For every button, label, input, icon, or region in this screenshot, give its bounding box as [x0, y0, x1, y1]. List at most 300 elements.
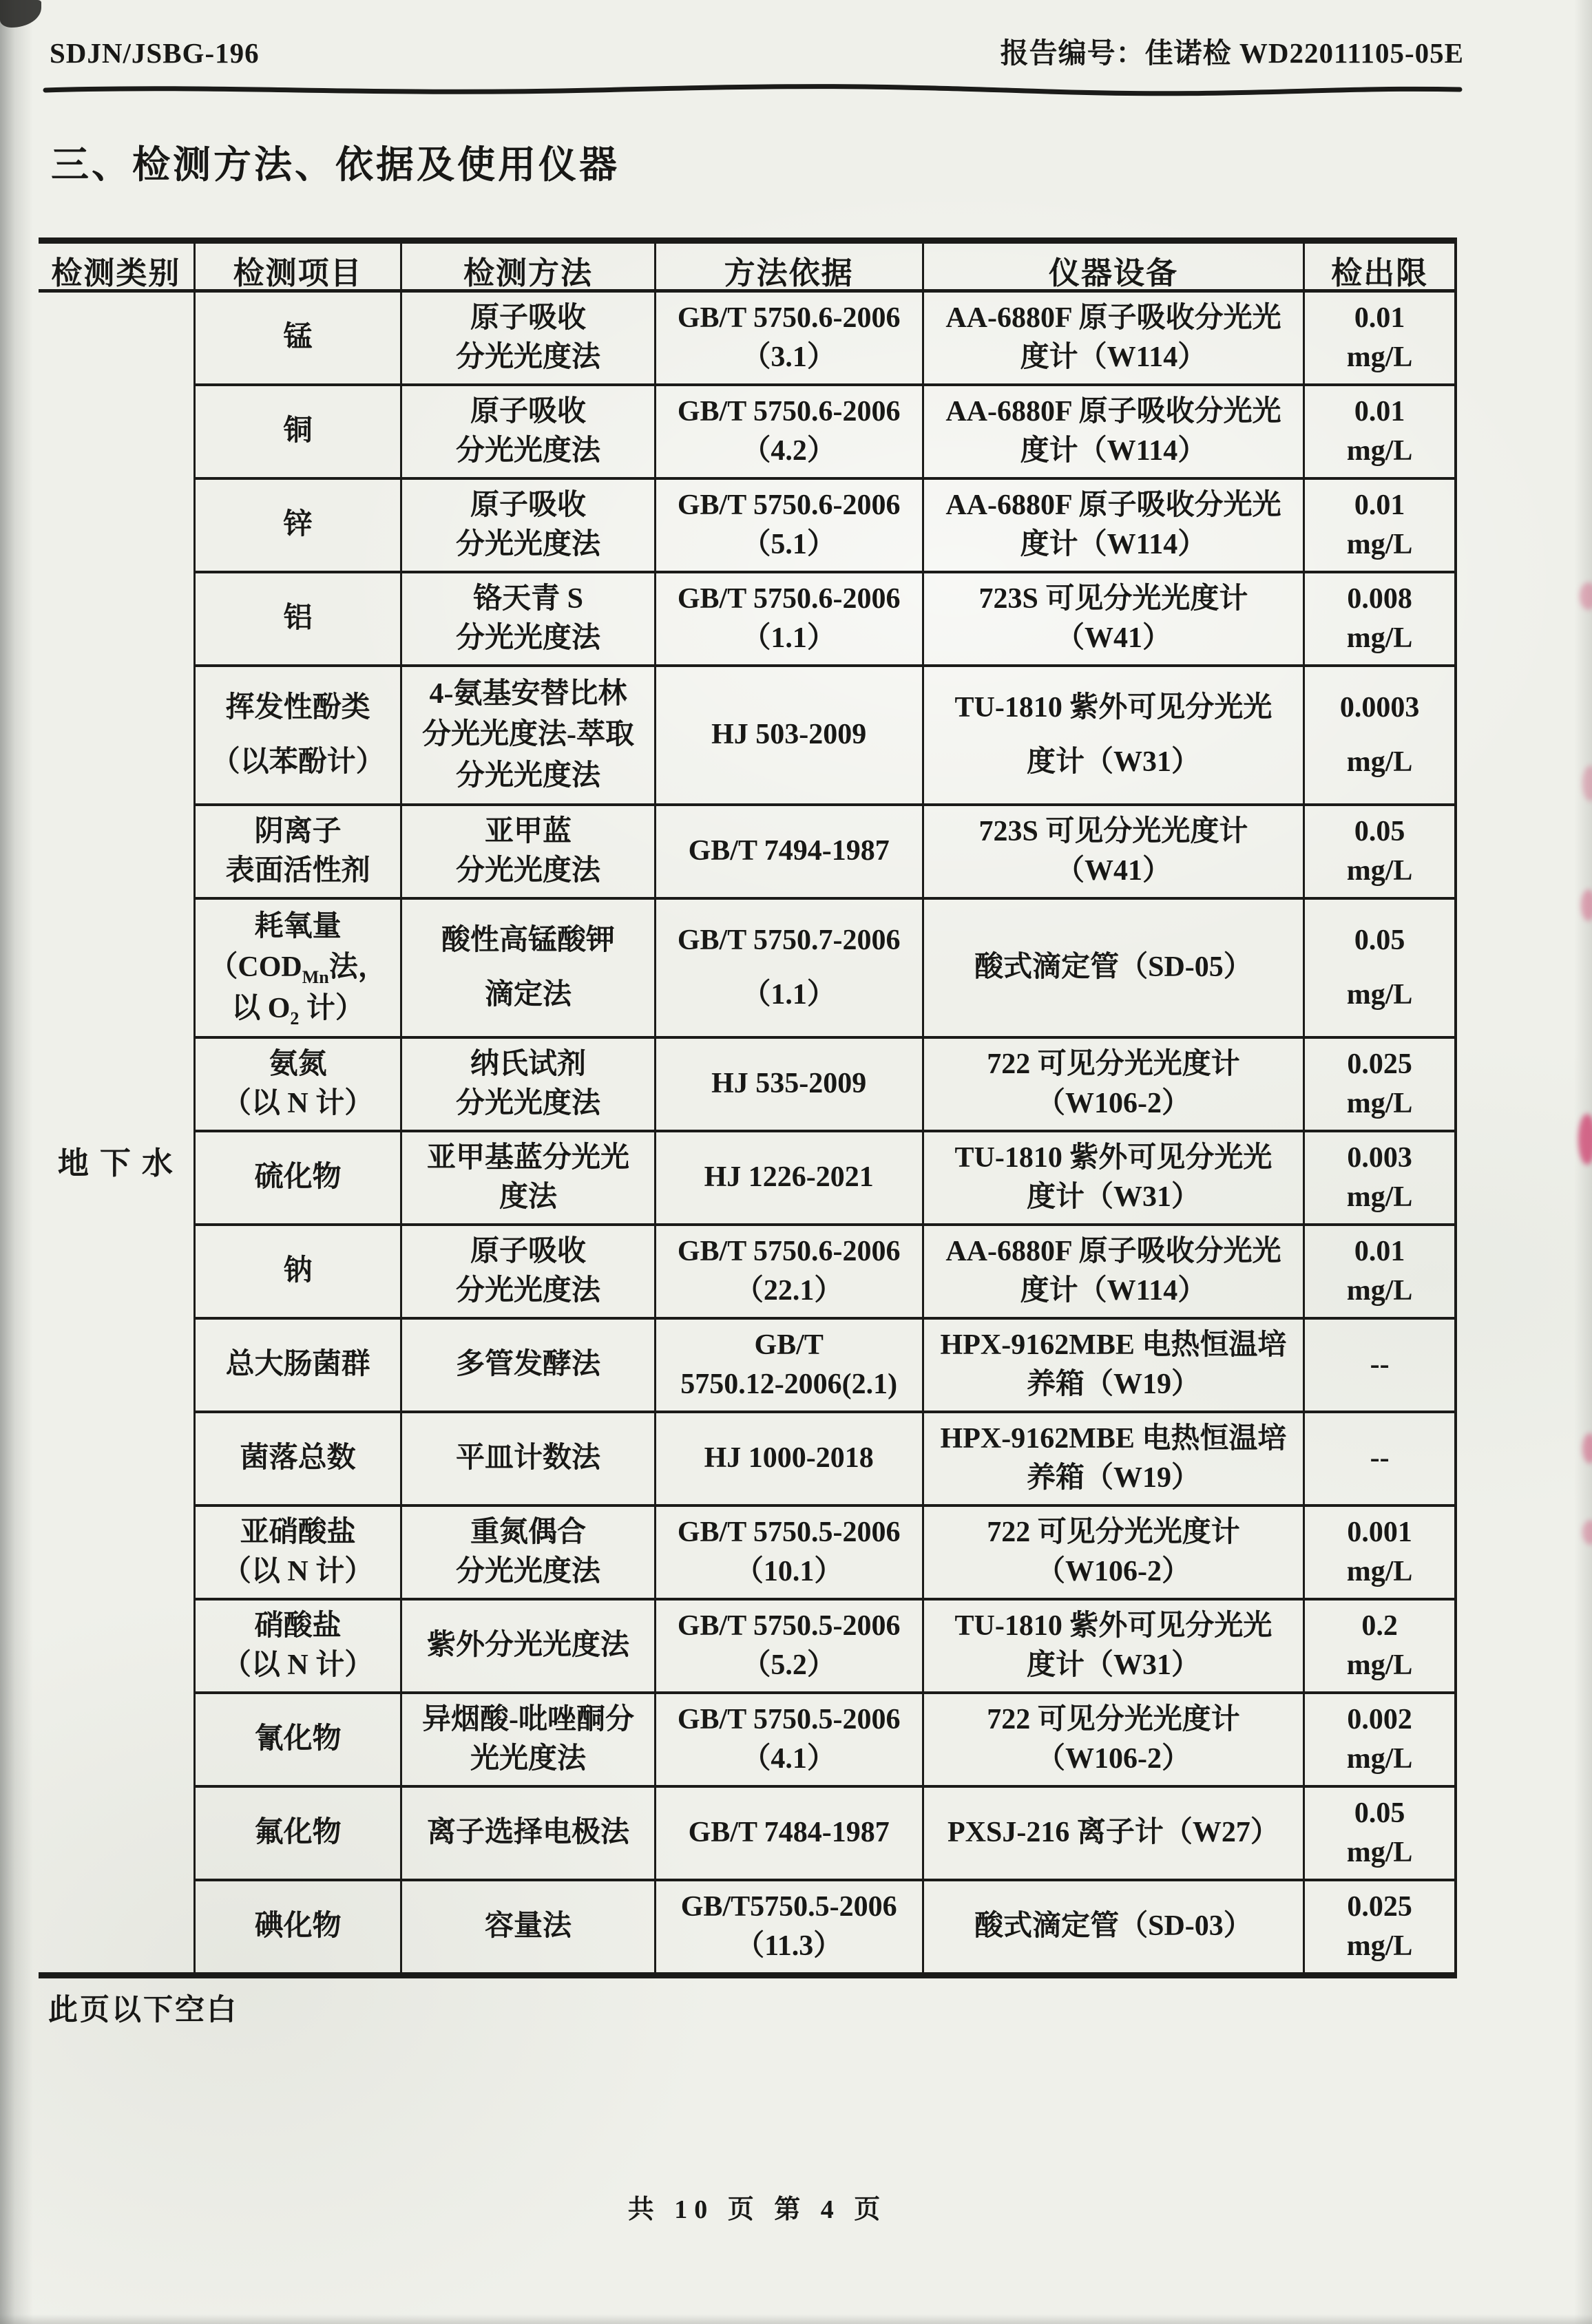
- cell-line: 分光光度法: [456, 1087, 601, 1119]
- method-cell: [401, 1693, 655, 1786]
- limit-cell-content: [1305, 1226, 1454, 1317]
- cell-line: 钠: [283, 1255, 313, 1287]
- table-row: [39, 1786, 1456, 1880]
- instrument-cell: [923, 1037, 1304, 1131]
- basis-cell: [655, 1506, 923, 1599]
- instrument-cell: [923, 1412, 1304, 1506]
- basis-cell: [655, 1880, 923, 1976]
- item-cell: [194, 572, 401, 666]
- instrument-cell: [923, 805, 1304, 898]
- item-cell: [194, 1693, 401, 1786]
- cell-line: mg/L: [1346, 622, 1413, 654]
- scan-edge-shadow-left: [0, 0, 33, 2324]
- limit-cell-content: [1305, 480, 1454, 571]
- cell-line: （22.1）: [734, 1274, 844, 1307]
- table-row: [39, 666, 1456, 805]
- cell-line: 锰: [283, 321, 313, 354]
- cell-line: 分光光度法: [456, 622, 601, 654]
- cell-line: 原子吸收: [470, 395, 587, 427]
- method-cell-content: [402, 806, 653, 897]
- method-cell: [401, 1131, 655, 1225]
- item-cell: [194, 1225, 401, 1318]
- basis-cell-content: [656, 573, 922, 664]
- instrument-cell: [923, 385, 1304, 478]
- running-header: [50, 30, 1464, 71]
- cell-line: mg/L: [1346, 978, 1413, 1011]
- method-cell-content: [402, 1039, 653, 1130]
- limit-cell: [1304, 385, 1456, 478]
- item-cell-content: [196, 1226, 400, 1317]
- limit-cell: [1304, 1599, 1456, 1693]
- cell-line: PXSJ-216 离子计（W27）: [947, 1817, 1279, 1849]
- basis-cell: [655, 291, 923, 385]
- cell-line: 分光光度法: [456, 341, 601, 373]
- item-cell: [194, 898, 401, 1037]
- method-cell: [401, 1318, 655, 1412]
- cell-line: 氨氮: [269, 1048, 327, 1080]
- cell-line: 722 可见分光光度计: [987, 1048, 1240, 1080]
- cell-line: 平皿计数法: [456, 1442, 601, 1475]
- method-cell-content: [402, 1694, 653, 1785]
- methods-table: [39, 237, 1457, 1978]
- item-cell: [194, 1599, 401, 1693]
- instrument-cell: [923, 666, 1304, 805]
- cell-line: 原子吸收: [470, 1235, 587, 1267]
- limit-cell: [1304, 805, 1456, 898]
- cell-line: （5.1）: [742, 528, 836, 560]
- limit-cell: [1304, 1506, 1456, 1599]
- basis-cell-content: [656, 1413, 922, 1504]
- cell-line: 紫外分光光度法: [427, 1629, 630, 1662]
- cell-line: 722 可见分光光度计: [987, 1516, 1240, 1548]
- method-cell-content: [402, 1132, 653, 1223]
- cell-line: （1.1）: [742, 622, 836, 654]
- limit-cell: [1304, 1880, 1456, 1976]
- method-cell: [401, 898, 655, 1037]
- cell-line: 光光度法: [470, 1742, 587, 1775]
- cell-line: 722 可见分光光度计: [987, 1703, 1240, 1735]
- method-cell: [401, 478, 655, 572]
- instrument-cell: [923, 1318, 1304, 1412]
- instrument-cell-content: [924, 1601, 1303, 1691]
- cell-line: （以苯酚计）: [211, 746, 385, 778]
- basis-cell-content: [656, 900, 922, 1036]
- instrument-cell-content: [924, 1320, 1303, 1411]
- basis-cell: [655, 1037, 923, 1131]
- instrument-cell-content: [924, 1507, 1303, 1598]
- cell-line: --: [1370, 1349, 1390, 1381]
- column-header-label: 检出限: [1331, 256, 1429, 290]
- table-row: [39, 1412, 1456, 1506]
- cell-line: （$COD_{Mn}$法，: [209, 951, 387, 988]
- column-header-label: 仪器设备: [1048, 256, 1178, 290]
- column-header-label: 检测类别: [51, 256, 181, 290]
- basis-cell: [655, 572, 923, 666]
- cell-line: 度计（W114）: [1020, 434, 1207, 467]
- cell-line: 度法: [499, 1181, 558, 1213]
- cell-line: --: [1370, 1442, 1390, 1475]
- report-number: 报告编号：佳诺检 WD22011105-05E: [1000, 37, 1464, 69]
- limit-cell-content: [1305, 1320, 1454, 1411]
- method-cell: [401, 805, 655, 898]
- limit-cell: [1304, 898, 1456, 1037]
- cell-line: GB/T 5750.6-2006: [677, 582, 901, 615]
- cell-line: 原子吸收: [470, 302, 587, 334]
- page-footer: 共 10 页 第 4 页: [627, 2195, 888, 2224]
- cell-line: 养箱（W19）: [1026, 1368, 1200, 1400]
- methods-table-body: [39, 291, 1456, 1976]
- cell-line: 0.01: [1354, 395, 1405, 427]
- cell-line: （W106-2）: [1036, 1555, 1191, 1587]
- column-header: [1304, 241, 1456, 291]
- instrument-cell-content: [924, 1694, 1303, 1785]
- methods-table-head: [39, 241, 1456, 291]
- method-cell-content: [402, 1788, 653, 1879]
- cell-line: （11.3）: [735, 1930, 843, 1962]
- cell-line: mg/L: [1346, 1274, 1413, 1307]
- cell-line: 氰化物: [254, 1723, 342, 1755]
- cell-line: 碘化物: [254, 1910, 342, 1943]
- cell-line: 0.0003: [1339, 691, 1420, 723]
- instrument-cell: [923, 291, 1304, 385]
- cell-line: 0.01: [1354, 1235, 1405, 1267]
- instrument-cell: [923, 1599, 1304, 1693]
- cell-line: mg/L: [1346, 1649, 1413, 1681]
- item-cell-content: [196, 1694, 400, 1785]
- instrument-cell-content: [924, 573, 1303, 664]
- cell-line: 度计（W31）: [1026, 746, 1200, 778]
- cell-line: 分光光度法: [456, 759, 601, 792]
- cell-line: 分光光度法: [456, 434, 601, 467]
- cell-line: mg/L: [1346, 1930, 1413, 1962]
- cell-line: 铜: [283, 415, 313, 447]
- cell-line: TU-1810 紫外可见分光光: [954, 691, 1272, 723]
- cell-line: GB/T 5750.6-2006: [677, 489, 901, 521]
- cell-line: AA-6880F 原子吸收分光光: [945, 1235, 1281, 1267]
- column-header-label: 检测项目: [233, 256, 363, 290]
- instrument-cell: [923, 1506, 1304, 1599]
- limit-cell: [1304, 1786, 1456, 1880]
- cell-line: 离子选择电极法: [427, 1817, 630, 1849]
- cell-line: 0.05: [1354, 1797, 1405, 1829]
- cell-line: （W41）: [1055, 622, 1171, 654]
- instrument-cell: [923, 572, 1304, 666]
- cell-line: （以 N 计）: [222, 1087, 374, 1119]
- cell-line: GB/T 5750.7-2006: [677, 924, 901, 956]
- cell-line: AA-6880F 原子吸收分光光: [945, 302, 1281, 334]
- table-row: [39, 1880, 1456, 1976]
- item-cell: [194, 1318, 401, 1412]
- instrument-cell-content: [924, 900, 1303, 1036]
- table-row: [39, 572, 1456, 666]
- item-cell-content: [196, 386, 400, 477]
- instrument-cell-content: [924, 1788, 1303, 1879]
- cell-line: （4.2）: [742, 434, 836, 467]
- column-header-label: 方法依据: [724, 256, 854, 290]
- cell-line: GB/T 5750.5-2006: [677, 1609, 901, 1642]
- cell-line: 0.2: [1361, 1609, 1398, 1642]
- instrument-cell-content: [924, 1039, 1303, 1130]
- cell-line: mg/L: [1346, 1836, 1413, 1868]
- item-cell-content: [196, 1881, 400, 1972]
- basis-cell-content: [656, 1788, 922, 1879]
- cell-line: GB/T 7494-1987: [688, 835, 890, 867]
- method-cell-content: [402, 1507, 653, 1598]
- cell-line: mg/L: [1346, 1181, 1413, 1213]
- doc-code: SDJN/JSBG-196: [50, 37, 260, 69]
- cell-line: mg/L: [1346, 341, 1413, 373]
- cell-line: 原子吸收: [470, 489, 587, 521]
- basis-cell-content: [656, 1320, 922, 1411]
- cell-line: 阴离子: [254, 815, 342, 847]
- basis-cell-content: [656, 1881, 922, 1972]
- limit-cell-content: [1305, 1788, 1454, 1879]
- cell-line: mg/L: [1346, 528, 1413, 560]
- cell-line: 0.01: [1354, 302, 1405, 334]
- cell-line: （4.1）: [742, 1742, 836, 1775]
- cell-line: （W106-2）: [1036, 1742, 1191, 1775]
- instrument-cell-content: [924, 806, 1303, 897]
- method-cell-content: [402, 480, 653, 571]
- cell-line: 度计（W114）: [1020, 528, 1207, 560]
- cell-line: 度计（W31）: [1026, 1649, 1200, 1681]
- cell-line: 0.002: [1347, 1703, 1412, 1735]
- method-cell: [401, 1786, 655, 1880]
- cell-line: 0.025: [1347, 1048, 1412, 1080]
- item-cell-content: [196, 480, 400, 571]
- instrument-cell: [923, 1225, 1304, 1318]
- cell-line: 0.01: [1354, 489, 1405, 521]
- method-cell-content: [402, 573, 653, 664]
- basis-cell-content: [656, 293, 922, 383]
- cell-line: mg/L: [1346, 746, 1413, 778]
- cell-line: 养箱（W19）: [1026, 1461, 1200, 1494]
- instrument-cell: [923, 1786, 1304, 1880]
- method-cell-content: [402, 667, 653, 803]
- cell-line: GB/T 5750.6-2006: [677, 302, 901, 334]
- cell-line: mg/L: [1346, 1742, 1413, 1775]
- basis-cell: [655, 385, 923, 478]
- cell-line: 723S 可见分光光度计: [978, 815, 1248, 847]
- method-cell: [401, 291, 655, 385]
- cell-line: HJ 535-2009: [711, 1068, 867, 1100]
- method-cell-content: [402, 1413, 653, 1504]
- cell-line: 菌落总数: [240, 1442, 356, 1475]
- column-header: [194, 241, 401, 291]
- cell-line: 分光光度法: [456, 1274, 601, 1307]
- limit-cell: [1304, 1131, 1456, 1225]
- table-row: [39, 1037, 1456, 1131]
- instrument-cell-content: [924, 1132, 1303, 1223]
- item-cell: [194, 1131, 401, 1225]
- cell-line: GB/T: [754, 1329, 824, 1361]
- table-row: [39, 478, 1456, 572]
- item-cell: [194, 478, 401, 572]
- instrument-cell: [923, 898, 1304, 1037]
- method-cell: [401, 1037, 655, 1131]
- cell-line: （10.1）: [734, 1555, 844, 1587]
- cell-line: HJ 1000-2018: [704, 1442, 874, 1475]
- method-cell: [401, 666, 655, 805]
- basis-cell: [655, 1693, 923, 1786]
- method-cell: [401, 1225, 655, 1318]
- method-cell-content: [402, 1601, 653, 1691]
- cell-line: （W41）: [1055, 854, 1171, 887]
- table-row: [39, 1318, 1456, 1412]
- cell-line: （W106-2）: [1036, 1087, 1191, 1119]
- blank-below-note: 此页以下空白: [48, 1994, 238, 2027]
- cell-line: HJ 1226-2021: [704, 1161, 874, 1194]
- cell-line: GB/T 5750.6-2006: [677, 395, 901, 427]
- method-cell: [401, 1506, 655, 1599]
- basis-cell: [655, 1318, 923, 1412]
- basis-cell-content: [656, 1132, 922, 1223]
- item-cell-content: [196, 900, 400, 1036]
- cell-line: 纳氏试剂: [470, 1048, 587, 1080]
- limit-cell: [1304, 1693, 1456, 1786]
- limit-cell: [1304, 1412, 1456, 1506]
- cell-line: 耗氧量: [254, 911, 342, 943]
- item-cell-content: [196, 1788, 400, 1879]
- column-header: [655, 241, 923, 291]
- cell-line: HJ 503-2009: [711, 719, 867, 751]
- basis-cell-content: [656, 667, 922, 803]
- cell-line: 亚甲基蓝分光光: [427, 1141, 630, 1174]
- item-cell: [194, 1880, 401, 1976]
- basis-cell: [655, 1225, 923, 1318]
- cell-line: mg/L: [1346, 1087, 1413, 1119]
- cell-line: mg/L: [1346, 854, 1413, 887]
- cell-line: 0.003: [1347, 1141, 1412, 1174]
- cell-line: （以 N 计）: [222, 1649, 374, 1681]
- limit-cell: [1304, 291, 1456, 385]
- limit-cell-content: [1305, 1413, 1454, 1504]
- limit-cell-content: [1305, 293, 1454, 383]
- limit-cell: [1304, 1225, 1456, 1318]
- cell-line: 氟化物: [254, 1817, 342, 1849]
- method-cell-content: [402, 293, 653, 383]
- cell-line: 分光光度法: [456, 528, 601, 560]
- cell-line: 容量法: [485, 1910, 572, 1943]
- limit-cell-content: [1305, 573, 1454, 664]
- cell-line: （3.1）: [742, 341, 836, 373]
- scan-edge-shadow-bottom: [0, 2314, 1592, 2324]
- basis-cell-content: [656, 806, 922, 897]
- item-cell-content: [196, 1601, 400, 1691]
- instrument-cell: [923, 1131, 1304, 1225]
- method-cell: [401, 572, 655, 666]
- table-row: [39, 291, 1456, 385]
- cell-line: GB/T 5750.6-2006: [677, 1235, 901, 1267]
- method-cell: [401, 1412, 655, 1506]
- basis-cell-content: [656, 480, 922, 571]
- method-cell: [401, 1599, 655, 1693]
- category-cell: 地下水: [39, 291, 194, 1976]
- cell-line: mg/L: [1346, 1555, 1413, 1587]
- instrument-cell-content: [924, 1881, 1303, 1972]
- methods-table-container: [39, 237, 1457, 1978]
- limit-cell-content: [1305, 667, 1454, 803]
- item-cell: [194, 1037, 401, 1131]
- method-cell: [401, 1880, 655, 1976]
- cell-line: 5750.12-2006(2.1): [680, 1368, 898, 1400]
- limit-cell-content: [1305, 1881, 1454, 1972]
- cell-line: 亚甲蓝: [485, 815, 572, 847]
- basis-cell-content: [656, 1694, 922, 1785]
- limit-cell: [1304, 666, 1456, 805]
- item-cell: [194, 291, 401, 385]
- cell-line: 酸式滴定管（SD-05）: [974, 951, 1253, 984]
- cell-line: GB/T5750.5-2006: [680, 1890, 897, 1923]
- basis-cell: [655, 1131, 923, 1225]
- basis-cell: [655, 805, 923, 898]
- table-row: [39, 385, 1456, 478]
- item-cell: [194, 805, 401, 898]
- cell-line: 度计（W114）: [1020, 1274, 1207, 1307]
- cell-line: GB/T 5750.5-2006: [677, 1703, 901, 1735]
- instrument-cell-content: [924, 1413, 1303, 1504]
- item-cell: [194, 1506, 401, 1599]
- table-row: [39, 1599, 1456, 1693]
- header-row: [39, 241, 1456, 291]
- instrument-cell: [923, 1880, 1304, 1976]
- limit-cell-content: [1305, 900, 1454, 1036]
- cell-line: 分光光度法-萃取: [422, 719, 635, 751]
- item-cell-content: [196, 293, 400, 383]
- limit-cell-content: [1305, 806, 1454, 897]
- cell-line: AA-6880F 原子吸收分光光: [945, 395, 1281, 427]
- item-cell-content: [196, 667, 400, 803]
- limit-cell: [1304, 1318, 1456, 1412]
- item-cell-content: [196, 1132, 400, 1223]
- item-cell: [194, 1412, 401, 1506]
- basis-cell: [655, 1599, 923, 1693]
- item-cell-content: [196, 1507, 400, 1598]
- cell-line: 0.05: [1354, 924, 1405, 956]
- table-row: [39, 805, 1456, 898]
- cell-line: 0.008: [1347, 582, 1412, 615]
- cell-line: 酸式滴定管（SD-03）: [974, 1910, 1253, 1943]
- method-cell-content: [402, 386, 653, 477]
- table-row: [39, 1506, 1456, 1599]
- method-cell-content: [402, 1881, 653, 1972]
- column-header-label: 检测方法: [463, 256, 594, 290]
- cell-line: TU-1810 紫外可见分光光: [954, 1609, 1272, 1642]
- limit-cell-content: [1305, 386, 1454, 477]
- cell-line: GB/T 7484-1987: [688, 1817, 890, 1849]
- limit-cell-content: [1305, 1694, 1454, 1785]
- cell-line: 铬天青 S: [473, 582, 583, 615]
- cell-line: AA-6880F 原子吸收分光光: [945, 489, 1281, 521]
- cell-line: 0.001: [1347, 1516, 1412, 1548]
- cell-line: （以 N 计）: [222, 1555, 374, 1587]
- cell-line: 度计（W31）: [1026, 1181, 1200, 1213]
- cell-line: 723S 可见分光光度计: [978, 582, 1248, 615]
- basis-cell-content: [656, 1507, 922, 1598]
- red-ink-smudge: [1581, 889, 1592, 921]
- cell-line: 4-氨基安替比林: [429, 678, 627, 710]
- limit-cell-content: [1305, 1039, 1454, 1130]
- method-cell-content: [402, 900, 653, 1036]
- method-cell-content: [402, 1320, 653, 1411]
- cell-line: 挥发性酚类: [225, 691, 370, 723]
- cell-line: （1.1）: [742, 978, 836, 1011]
- column-header: [401, 241, 655, 291]
- limit-cell: [1304, 478, 1456, 572]
- basis-cell: [655, 898, 923, 1037]
- cell-line: （5.2）: [742, 1649, 836, 1681]
- item-cell: [194, 1786, 401, 1880]
